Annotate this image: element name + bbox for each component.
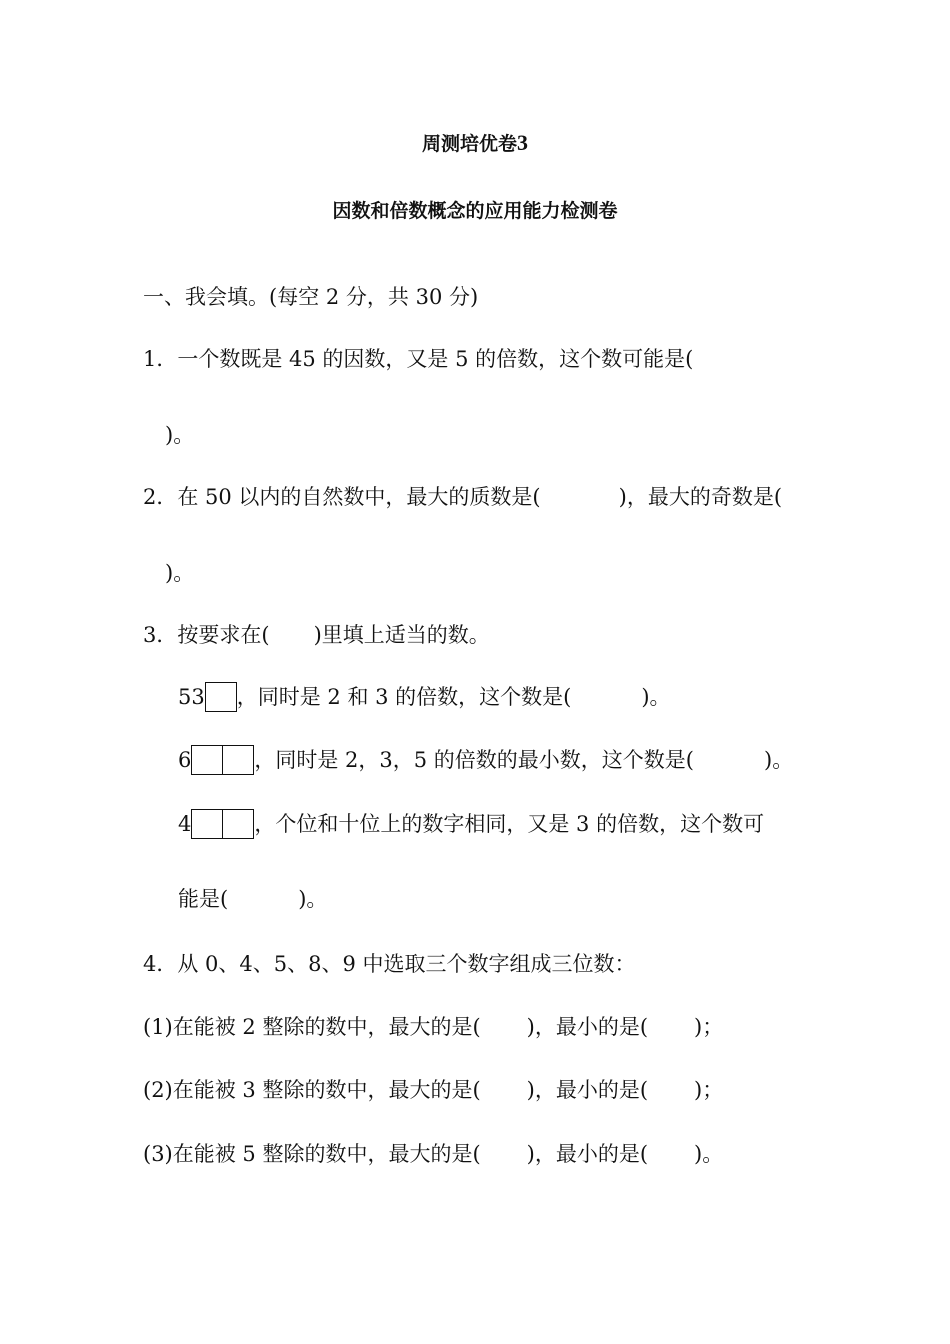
question-3c-line-2-a: 能是( — [178, 887, 229, 911]
question-4-item-text-c: )； — [694, 1015, 724, 1039]
digit-box[interactable] — [223, 809, 254, 839]
digit-box[interactable] — [223, 745, 254, 775]
question-1-line-1: 1．一个数既是 45 的因数，又是 5 的倍数，这个数可能是( — [143, 347, 694, 371]
question-3-stem — [143, 620, 490, 650]
question-2-text-b: )，最大的奇数是( — [618, 485, 783, 509]
question-1-line-2: )。 — [165, 423, 195, 447]
page-subtitle: 因数和倍数概念的应用能力检测卷 — [332, 200, 618, 222]
question-3c-line-2 — [178, 884, 327, 914]
question-4-item-text-a: (1)在能被 2 整除的数中，最大的是( — [143, 1015, 481, 1039]
question-2-line-2: )。 — [165, 561, 195, 585]
question-3a — [178, 682, 671, 714]
question-4-item — [143, 1139, 723, 1169]
question-4-item-text-c: )。 — [694, 1142, 724, 1166]
title-number: 3 — [517, 130, 528, 155]
digit-box[interactable] — [191, 809, 223, 839]
digit-box[interactable] — [191, 745, 223, 775]
digit-box-group — [191, 745, 254, 777]
question-4-item-text-b: )，最小的是( — [526, 1015, 649, 1039]
question-4-item — [143, 1075, 723, 1105]
question-3c — [178, 809, 764, 841]
question-4-item-text-b: )，最小的是( — [526, 1078, 649, 1102]
question-3c-line-2-b: )。 — [298, 887, 328, 911]
question-3b-text-b: )。 — [764, 748, 794, 772]
question-4-stem: 4．从 0、4、5、8、9 中选取三个数字组成三位数： — [143, 952, 636, 976]
question-3-text-b: )里填上适当的数。 — [313, 623, 490, 647]
question-4-item-text-a: (3)在能被 5 整除的数中，最大的是( — [143, 1142, 481, 1166]
page-title — [0, 128, 950, 159]
digit-box[interactable] — [205, 682, 237, 712]
digit-box-group — [191, 809, 254, 841]
question-3c-text: ，个位和十位上的数字相同，又是 3 的倍数，这个数可 — [254, 812, 765, 836]
question-4-item — [143, 1012, 723, 1042]
question-2-line-1 — [143, 482, 782, 512]
section-heading: 一、我会填。(每空 2 分，共 30 分) — [143, 285, 479, 309]
question-3a-text-a: ，同时是 2 和 3 的倍数，这个数是( — [236, 685, 572, 709]
question-3b — [178, 745, 793, 777]
question-3b-text-a: ，同时是 2，3，5 的倍数的最小数，这个数是( — [254, 748, 694, 772]
question-4-item-text-b: )，最小的是( — [526, 1142, 649, 1166]
title-text: 周测培优卷 — [421, 133, 517, 155]
question-3-text-a: 3．按要求在( — [143, 623, 270, 647]
question-3b-prefix: 6 — [178, 748, 192, 772]
question-4-item-text-a: (2)在能被 3 整除的数中，最大的是( — [143, 1078, 481, 1102]
question-4-item-text-c: )； — [694, 1078, 724, 1102]
question-3c-prefix: 4 — [178, 812, 192, 836]
question-3a-prefix: 53 — [178, 685, 205, 709]
question-2-text-a: 2．在 50 以内的自然数中，最大的质数是( — [143, 485, 541, 509]
digit-box-group — [205, 682, 237, 714]
question-3a-text-b: )。 — [641, 685, 671, 709]
